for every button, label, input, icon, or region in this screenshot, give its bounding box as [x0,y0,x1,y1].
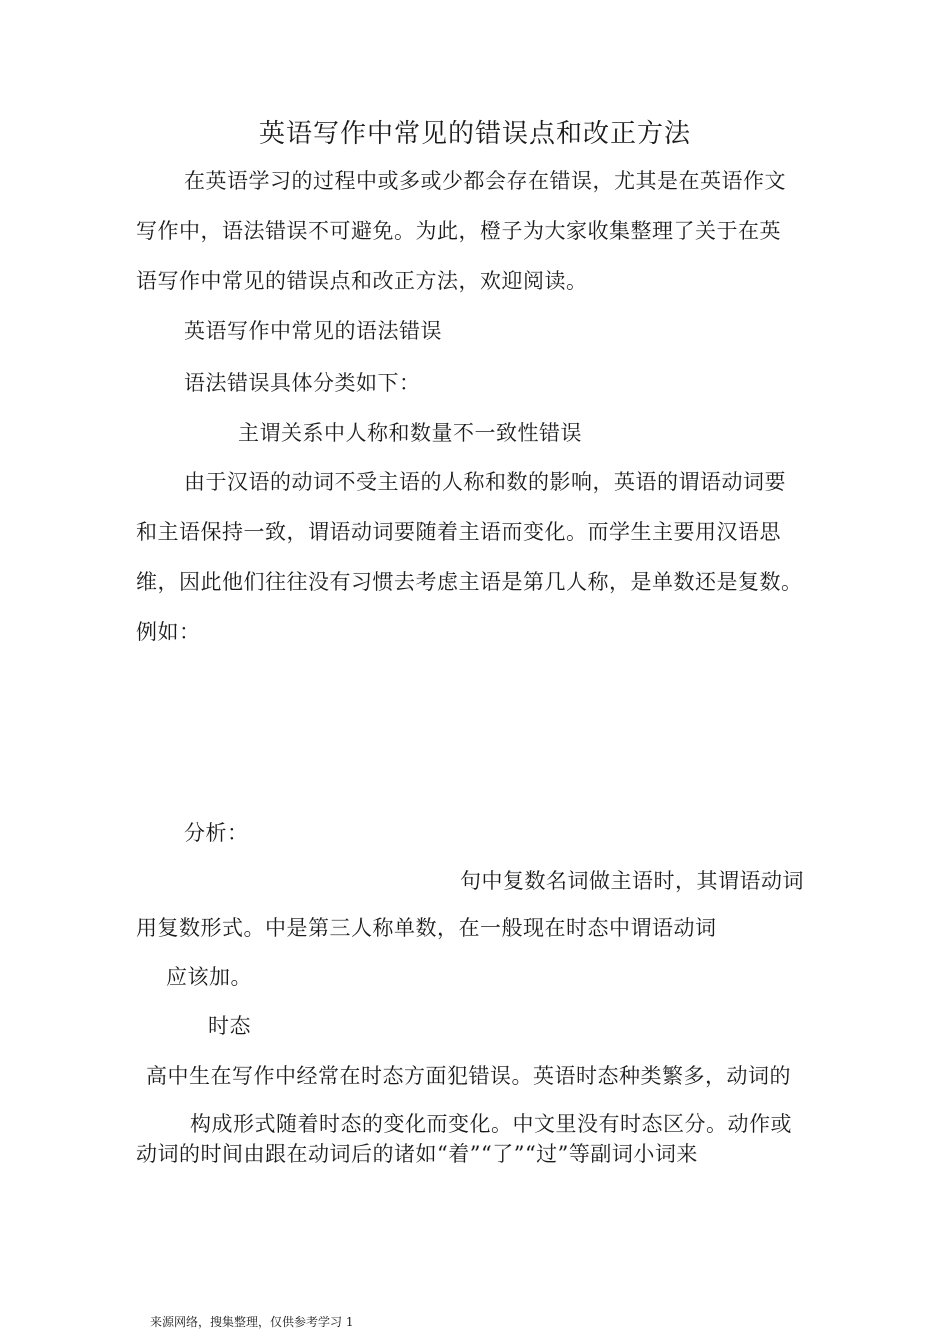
analysis-line-3: 应该加。 [166,965,252,989]
page-footer: 来源网络，搜集整理，仅供参考学习 1 [150,1315,354,1329]
agreement-line-4: 例如： [136,620,201,644]
tense-line-3: 动词的时间由跟在动词后的诸如“着”“了”“过”等副词小词来 [136,1142,698,1166]
analysis-label: 分析： [184,821,249,845]
agreement-subheading: 主谓关系中人称和数量不一致性错误 [238,421,582,445]
classification-intro: 语法错误具体分类如下： [184,371,421,395]
analysis-line-1: 句中复数名词做主语时，其谓语动词 [460,869,804,893]
agreement-line-3: 维，因此他们往往没有习惯去考虑主语是第几人称，是单数还是复数。 [136,570,803,594]
intro-line-3: 语写作中常见的错误点和改正方法，欢迎阅读。 [136,269,588,293]
grammar-heading: 英语写作中常见的语法错误 [184,319,442,343]
tense-subheading: 时态 [208,1014,251,1038]
tense-line-1: 高中生在写作中经常在时态方面犯错误。英语时态种类繁多，动词的 [146,1064,791,1088]
agreement-line-1: 由于汉语的动词不受主语的人称和数的影响，英语的谓语动词要 [184,470,786,494]
tense-line-2: 构成形式随着时态的变化而变化。中文里没有时态区分。动作或 [190,1112,792,1136]
analysis-line-2: 用复数形式。中是第三人称单数，在一般现在时态中谓语动词 [136,916,717,940]
intro-line-2: 写作中，语法错误不可避免。为此，橙子为大家收集整理了关于在英 [136,219,781,243]
agreement-line-2: 和主语保持一致，谓语动词要随着主语而变化。而学生主要用汉语思 [136,520,781,544]
intro-line-1: 在英语学习的过程中或多或少都会存在错误，尤其是在英语作文 [184,169,786,193]
document-title: 英语写作中常见的错误点和改正方法 [258,119,691,149]
